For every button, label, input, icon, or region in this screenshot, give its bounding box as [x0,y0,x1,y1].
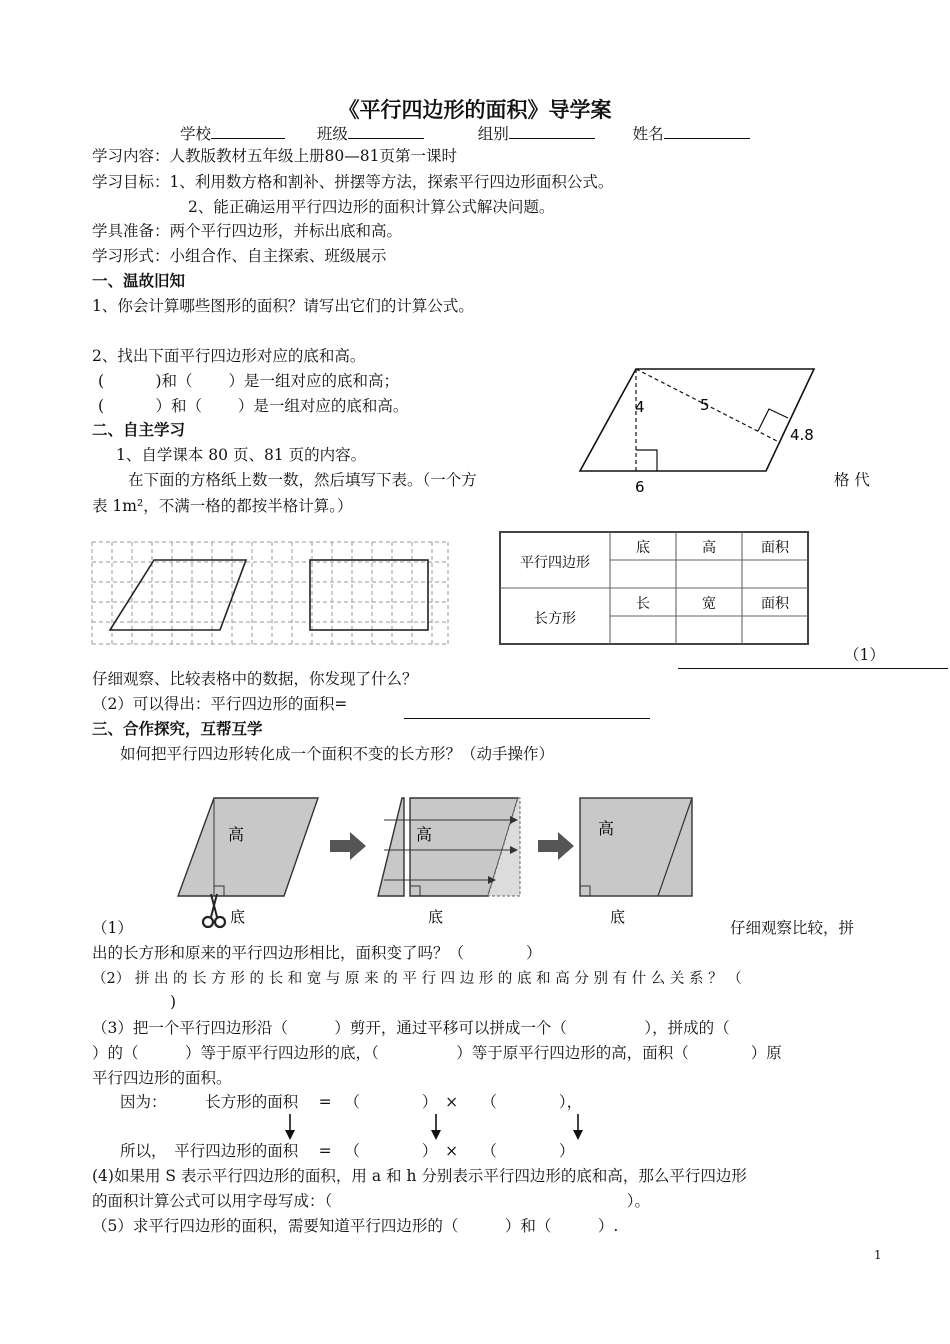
part-2-close: ) [170,993,177,1011]
form-line: 学习形式：小组合作、自主探索、班级展示 [92,247,387,265]
school-blank[interactable] [211,122,285,139]
grid-parallelogram [110,560,246,630]
section-3-heading: 三、合作探究，互帮互学 [92,720,263,738]
class-label: 班级 [316,125,348,143]
part-1-number: （1） [92,919,133,937]
label-5: 5 [700,396,710,414]
class-blank[interactable] [348,122,424,139]
self-study-2: 在下面的方格纸上数一数，然后填写下表。（一个方 [128,471,477,489]
table-row-rectangle: 长方形 [534,611,576,627]
part-4-line-2: 的面积计算公式可以用字母写成：（ ）。 [92,1192,651,1210]
scissors-icon [203,894,225,927]
question-2a: ( )和（ ）是一组对应的底和高； [98,372,399,390]
tools-line: 学具准备：两个平行四边形，并标出底和高。 [92,222,403,240]
grid-paper [90,540,450,648]
section-2-heading: 二、自主学习 [92,421,186,439]
transform-figure [170,790,710,940]
name-label: 姓名 [632,125,664,143]
arrow-right-icon-2 [538,832,574,860]
arrow-down-icon-1 [285,1130,295,1140]
part-4-line-1: (4)如果用 S 表示平行四边形的面积，用 a 和 h 分别表示平行四边形的底和高，那么平行四边形 [92,1167,747,1185]
arrow-down-icon-2 [431,1130,441,1140]
header-line [180,122,750,144]
self-study-3: 表 1m²，不满一格的都按半格计算。） [92,497,353,515]
school-label: 学校 [180,125,212,143]
fig-height-1: 高 [228,825,245,844]
fig-base-2: 底 [428,908,444,926]
part-3-line-3: 平行四边形的面积。 [92,1069,232,1087]
question-2: 2、找出下面平行四边形对应的底和高。 [92,347,366,365]
fig-height-2: 高 [416,825,433,844]
table-h-width: 宽 [702,596,716,612]
part-2-text: （2） 拼 出 的 长 方 形 的 长 和 宽 与 原 来 的 平 行 四 边 形 的 底 和 高 分 别 有 什 么 关 系 ？ （ [92,971,742,987]
part-1-text-2: 出的长方形和原来的平行四边形相比，面积变了吗？（ ） [92,944,542,962]
fig-base-1: 底 [230,908,246,926]
observe-2: （2）可以得出：平行四边形的面积= [92,695,348,713]
data-table [498,530,810,646]
label-4-8: 4.8 [790,426,814,444]
goal-1: 学习目标：1、利用数方格和割补、拼摆等方法，探索平行四边形面积公式。 [92,173,614,191]
content-line: 学习内容：人教版教材五年级上册80—81页第一课时 [92,147,457,165]
part-3-line-2: ）的（ ）等于原平行四边形的底，（ ）等于原平行四边形的高，面积（ ）原 [92,1044,782,1062]
part-3-line-1: （3）把一个平行四边形沿（ ）剪开，通过平移可以拼成一个（ ），拼成的（ [92,1019,730,1037]
group-label: 组别 [477,125,509,143]
part-1-text: 仔细观察比较，拼 [730,919,855,937]
goal-2: 2、能正确运用平行四边形的面积计算公式解决问题。 [188,198,555,216]
arrow-right-icon [330,832,366,860]
so-line: 所以， 平行四边形的面积 = （ ） × （ ） [120,1142,575,1160]
table-h-height: 高 [702,540,716,556]
group-blank[interactable] [509,122,595,139]
table-row-parallelogram: 平行四边形 [520,555,590,571]
table-h-area-2: 面积 [761,596,789,612]
grid-rectangle [310,560,428,630]
because-line: 因为： 长方形的面积 = （ ） × （ ）， [120,1093,583,1111]
part-5-line: （5）求平行四边形的面积，需要知道平行四边形的（ ）和（ ）. [92,1217,619,1235]
question-2b: ( ）和（ ）是一组对应的底和高。 [98,397,409,415]
fig-height-3: 高 [598,819,615,838]
page-number: 1 [874,1248,882,1262]
table-h-length: 长 [636,596,650,612]
observe-number: （1） [844,646,885,664]
name-blank[interactable] [664,122,750,139]
table-h-base: 底 [636,540,650,556]
arrow-down-icon-3 [573,1130,583,1140]
label-4: 4 [635,398,645,416]
label-6: 6 [635,478,645,496]
observe-line: 仔细观察、比较表格中的数据，你发现了什么？ [92,670,418,688]
page-title: 《平行四边形的面积》导学案 [338,98,612,122]
self-study-1: 1、自学课本 80 页、81 页的内容。 [116,446,367,464]
observe-blank[interactable] [678,668,948,669]
area-formula-blank[interactable] [404,718,650,719]
table-h-area: 面积 [761,540,789,556]
section-1-heading: 一、温故旧知 [92,272,186,290]
question-1: 1、你会计算哪些图形的面积？请写出它们的计算公式。 [92,297,474,315]
section-3-question: 如何把平行四边形转化成一个面积不变的长方形？（动手操作） [120,745,555,763]
fig-base-3: 底 [610,908,626,926]
self-study-2b: 格 代 [834,471,870,489]
down-arrows [280,1112,590,1142]
parallelogram-figure [570,362,830,497]
